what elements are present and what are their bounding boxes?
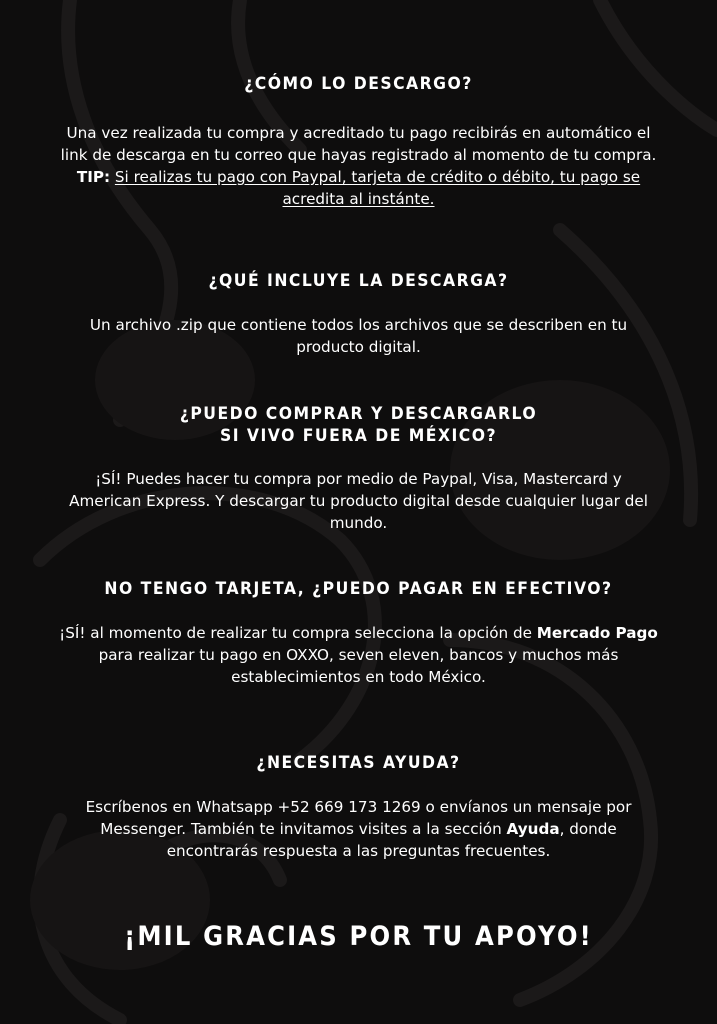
faq-download-section [0, 73, 717, 210]
faq-cash-body [59, 622, 659, 688]
faq-cash-heading: NO TENGO TARJETA, ¿PUEDO PAGAR EN EFECTIVO? [104, 579, 613, 599]
tip-text: Si realizas tu pago con Paypal, tarjeta de crédito o débito, tu pago se acredita al instánte. [114, 168, 641, 208]
faq-download-body [59, 122, 659, 210]
faq-help-body [59, 796, 659, 862]
tip-label: TIP: [76, 168, 111, 186]
ayuda-label: Ayuda [506, 820, 560, 838]
closing-section [0, 920, 717, 954]
faq-cash-section [0, 578, 717, 688]
faq-abroad-heading-line1: ¿PUEDO COMPRAR Y DESCARGARLO [179, 404, 538, 424]
faq-includes-heading: ¿QUÉ INCLUYE LA DESCARGA? [208, 271, 509, 291]
faq-includes-section [0, 270, 717, 358]
closing-thanks: ¡MIL GRACIAS POR TU APOYO! [124, 921, 593, 952]
faq-help-section [0, 752, 717, 862]
faq-cash-text-pre: ¡SÍ! al momento de realizar tu compra selecciona la opción de [59, 624, 532, 642]
faq-download-text: Una vez realizada tu compra y acreditado tu pago recibirás en automático el link de descarga en tu correo que hayas registrado al momento de tu compra. [60, 124, 657, 164]
faq-abroad-heading [29, 403, 689, 447]
faq-help-text-pre: Escríbenos en Whatsapp +52 669 173 1269 o envíanos un mensaje por Messenger. También te invitamos visites a la sección [85, 798, 632, 838]
faq-abroad-section [0, 403, 717, 534]
faq-download-heading: ¿CÓMO LO DESCARGO? [244, 74, 473, 94]
faq-help-text-post: , donde encontrarás respuesta a las preguntas frecuentes. [166, 820, 617, 860]
faq-help-heading: ¿NECESITAS AYUDA? [256, 753, 461, 773]
mercado-pago-label: Mercado Pago [536, 624, 658, 642]
faq-abroad-heading-line2: SI VIVO FUERA DE MÉXICO? [219, 426, 498, 446]
faq-includes-body: Un archivo .zip que contiene todos los archivos que se describen en tu producto digital. [89, 316, 628, 356]
faq-abroad-body: ¡SÍ! Puedes hacer tu compra por medio de Paypal, Visa, Mastercard y American Express. Y descargar tu producto digital desde cualquier lugar del mundo. [69, 470, 648, 532]
faq-cash-text-post: para realizar tu pago en OXXO, seven eleven, bancos y muchos más establecimientos en todo México. [98, 646, 619, 686]
